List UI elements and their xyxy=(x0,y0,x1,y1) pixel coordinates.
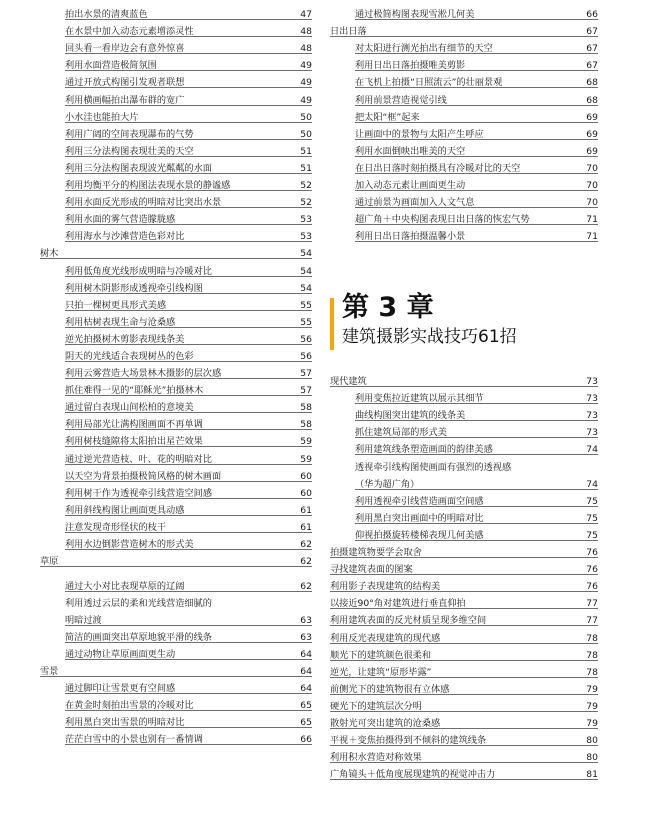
toc-entry xyxy=(40,262,312,279)
toc-entry-title: 曲线构图突出建筑的线条美 xyxy=(355,410,466,422)
toc-entry xyxy=(40,280,312,297)
toc-entry-page: 61 xyxy=(300,504,312,516)
toc-entry xyxy=(40,450,312,467)
toc-entry-title: 利用广阔的空间表现瀑布的气势 xyxy=(65,128,194,140)
toc-entry-page: 69 xyxy=(586,111,598,123)
toc-entry xyxy=(330,476,598,493)
toc-entry-page: 62 xyxy=(300,580,312,592)
toc-section-entry xyxy=(330,612,598,629)
toc-entry-title: 利用建筑线条塑造画面的韵律美感 xyxy=(355,444,493,456)
toc-entry-title: 通过前景为画面加入人文气息 xyxy=(355,197,475,209)
toc-entry-page: 48 xyxy=(300,43,312,55)
toc-entry-page: 75 xyxy=(586,512,598,524)
toc-entry-title: 前侧光下的建筑物很有立体感 xyxy=(330,683,450,695)
toc-entry-page: 58 xyxy=(300,402,312,414)
toc-entry-title: 逆光拍摄树木剪影表现线条美 xyxy=(65,333,185,345)
toc-entry-title: 散射光可突出建筑的沧桑感 xyxy=(330,717,441,729)
toc-entry-page: 74 xyxy=(586,478,598,490)
toc-entry-title: 利用积水营造对称效果 xyxy=(330,752,422,764)
toc-entry-title: 仰视拍摄旋转楼梯表现几何美感 xyxy=(355,529,484,541)
toc-entry xyxy=(40,502,312,519)
toc-entry-page: 79 xyxy=(586,683,598,695)
toc-entry-page: 59 xyxy=(300,453,312,465)
toc-entry xyxy=(40,143,312,160)
toc-entry-title: 加入动态元素让画面更生动 xyxy=(355,180,466,192)
toc-entry-page: 59 xyxy=(300,436,312,448)
toc-entry-title: 通过极简构图表现雪淞几何美 xyxy=(355,9,475,21)
toc-entry-title: 现代建筑 xyxy=(330,376,367,388)
toc-entry xyxy=(40,519,312,536)
toc-section-entry xyxy=(330,629,598,646)
toc-entry xyxy=(40,23,312,40)
toc-entry-title: 利用树木阴影形成透视牵引线构图 xyxy=(65,282,203,294)
toc-section-entry xyxy=(40,663,312,680)
toc-entry-title: 通过逆光营造枝、叶、花的明暗对比 xyxy=(65,453,212,465)
toc-entry-title: 雪景 xyxy=(40,666,59,678)
toc-entry-title: 利用日出日落拍摄唯美剪影 xyxy=(355,60,466,72)
toc-entry xyxy=(40,382,312,399)
toc-entry-page: 71 xyxy=(586,231,598,243)
toc-entry-title: 茫茫白雪中的小景也别有一番情调 xyxy=(65,734,203,746)
toc-entry xyxy=(40,57,312,74)
toc-entry-title: 利用水边倒影营造树木的形式美 xyxy=(65,539,194,550)
toc-entry xyxy=(330,74,598,91)
toc-entry-page: 48 xyxy=(300,26,312,38)
toc-entry-page: 58 xyxy=(300,419,312,431)
toc-entry xyxy=(330,126,598,143)
toc-entry-page: 76 xyxy=(586,564,598,576)
toc-section-entry xyxy=(330,544,598,561)
toc-entry-page: 66 xyxy=(300,734,312,746)
toc-entry-page: 52 xyxy=(300,180,312,192)
toc-entry-title: 拍摄建筑物要学会取舍 xyxy=(330,547,422,559)
toc-entry xyxy=(330,6,598,23)
toc-entry-title: 利用三分法构图表现波光粼粼的水面 xyxy=(65,162,212,174)
toc-entry-title: 利用前景营造视觉引线 xyxy=(355,94,447,106)
toc-section-entry xyxy=(330,681,598,698)
toc-section-entry xyxy=(330,766,598,783)
toc-entry-title: 利用云雾营造大场景林木摄影的层次感 xyxy=(65,368,222,380)
toc-entry xyxy=(330,160,598,177)
toc-entry xyxy=(40,570,312,595)
toc-section-entry xyxy=(330,749,598,766)
toc-entry-page: 80 xyxy=(586,752,598,764)
toc-entry-title: 利用影子表现建筑的结构美 xyxy=(330,581,441,593)
toc-entry xyxy=(40,6,312,23)
toc-entry-title: 拍出水景的清爽蓝色 xyxy=(65,9,148,21)
toc-entry-title: 注意发现奇形怪状的枝干 xyxy=(65,521,167,533)
toc-entry-title: 对太阳进行测光拍出有细节的天空 xyxy=(355,43,493,55)
toc-entry-title: 通过脚印让雪景更有空间感 xyxy=(65,683,176,695)
toc-entry-page: 76 xyxy=(586,581,598,593)
toc-left-column xyxy=(40,6,312,748)
toc-section-entry xyxy=(40,245,312,262)
toc-entry-page: 81 xyxy=(586,769,598,781)
toc-entry-page: 63 xyxy=(300,614,312,626)
toc-entry xyxy=(40,331,312,348)
toc-entry-page: 73 xyxy=(586,410,598,422)
toc-entry xyxy=(40,629,312,646)
toc-entry xyxy=(40,109,312,126)
toc-entry-title: 通过留白表现山间松柏的意境美 xyxy=(65,402,194,414)
toc-entry-page: 62 xyxy=(300,539,312,550)
toc-entry xyxy=(40,731,312,748)
toc-entry-title: 简洁的画面突出草原地貌平滑的线条 xyxy=(65,631,212,643)
toc-entry-title: 通过开放式构图引发观者联想 xyxy=(65,77,185,89)
toc-section-entry xyxy=(330,698,598,715)
toc-entry-page: 57 xyxy=(300,385,312,397)
toc-entry xyxy=(40,194,312,211)
toc-entry-title: 利用水面反光形成的明暗对比突出水景 xyxy=(65,197,222,209)
toc-entry-title: 利用水面的雾气营造朦胧感 xyxy=(65,214,176,226)
toc-entry xyxy=(40,126,312,143)
toc-entry-title: 利用低角度光线形成明暗与冷暖对比 xyxy=(65,265,212,277)
toc-section-entry xyxy=(40,553,312,570)
toc-entry-page: 54 xyxy=(300,248,312,260)
toc-entry-title: 抓住难得一见的“耶稣光”拍摄林木 xyxy=(65,385,204,397)
toc-entry-page: 79 xyxy=(586,717,598,729)
toc-entry-page: 47 xyxy=(300,9,312,21)
toc-entry-page: 74 xyxy=(586,444,598,456)
toc-entry xyxy=(40,399,312,416)
toc-entry-page: 57 xyxy=(300,368,312,380)
toc-entry-page: 54 xyxy=(300,265,312,277)
toc-entry xyxy=(330,527,598,544)
toc-entry xyxy=(40,595,312,612)
chapter-accent-bar xyxy=(330,298,334,350)
toc-entry-page: 79 xyxy=(586,700,598,712)
toc-entry-page: 60 xyxy=(300,470,312,482)
toc-entry xyxy=(40,714,312,731)
toc-entry-title: 利用局部光让满构图画面不再单调 xyxy=(65,419,203,431)
toc-entry-page: 66 xyxy=(586,9,598,21)
toc-entry-title: 利用水面倒映出唯美的天空 xyxy=(355,145,466,157)
toc-entry-page: 78 xyxy=(586,632,598,644)
toc-entry-page: 49 xyxy=(300,94,312,106)
toc-entry-title: 利用树干作为透视牵引线营造空间感 xyxy=(65,487,212,499)
toc-entry xyxy=(40,91,312,108)
toc-entry xyxy=(40,680,312,697)
toc-entry xyxy=(40,485,312,502)
toc-entry-title: 在水景中加入动态元素增添灵性 xyxy=(65,26,194,38)
toc-entry-title: 小水洼也能拍大片 xyxy=(65,111,139,123)
toc-entry-title: 日出日落 xyxy=(330,26,367,38)
toc-entry xyxy=(40,40,312,57)
toc-section-entry xyxy=(330,715,598,732)
toc-entry-page: 60 xyxy=(300,487,312,499)
toc-entry-title: 在飞机上拍摄“日照流云”的壮丽景观 xyxy=(355,77,503,89)
chapter-title: 建筑摄影实战技巧61招 xyxy=(342,327,517,347)
toc-entry xyxy=(330,91,598,108)
toc-entry-page: 61 xyxy=(300,521,312,533)
toc-entry-title: 利用水面营造极简氛围 xyxy=(65,60,157,72)
toc-entry xyxy=(330,40,598,57)
toc-entry-title: 顺光下的建筑颜色很柔和 xyxy=(330,649,432,661)
toc-section-entry xyxy=(330,732,598,749)
toc-entry-title: 树木 xyxy=(40,248,59,260)
toc-section-entry xyxy=(330,373,598,390)
toc-entry xyxy=(40,365,312,382)
toc-entry xyxy=(330,424,598,441)
toc-entry-title: 超广角＋中央构图表现日出日落的恢宏气势 xyxy=(355,214,530,226)
toc-entry-title: 在日出日落时刻拍摄具有冷暖对比的天空 xyxy=(355,162,521,174)
toc-entry-title: 通过动物让草原画面更生动 xyxy=(65,648,176,660)
toc-entry-page: 51 xyxy=(300,145,312,157)
toc-entry-page: 50 xyxy=(300,111,312,123)
toc-entry-page: 63 xyxy=(300,631,312,643)
toc-entry-page: 65 xyxy=(300,717,312,729)
toc-entry-page: 53 xyxy=(300,214,312,226)
toc-entry-title: 明暗过渡 xyxy=(65,614,102,626)
toc-entry-page: 70 xyxy=(586,180,598,192)
toc-entry-title: 利用枯树表现生命与沧桑感 xyxy=(65,316,176,328)
toc-entry-page: 73 xyxy=(586,427,598,439)
toc-entry xyxy=(40,177,312,194)
toc-entry-title: 硬光下的建筑层次分明 xyxy=(330,700,422,712)
toc-entry xyxy=(330,458,598,475)
toc-entry-title: 利用反光表现建筑的现代感 xyxy=(330,632,441,644)
toc-entry xyxy=(330,510,598,527)
toc-entry xyxy=(330,143,598,160)
toc-entry-title: 利用海水与沙滩营造色彩对比 xyxy=(65,231,185,243)
toc-section-entry xyxy=(330,561,598,578)
toc-entry xyxy=(40,228,312,245)
toc-entry-page: 62 xyxy=(300,556,312,568)
toc-entry-page: 64 xyxy=(300,683,312,695)
toc-entry xyxy=(40,416,312,433)
toc-entry-title: （华为超广角） xyxy=(355,478,420,490)
toc-entry-title: 利用建筑表面的反光材质呈现多维空间 xyxy=(330,615,487,627)
toc-entry xyxy=(330,390,598,407)
toc-entry xyxy=(40,433,312,450)
toc-entry-title: 在黄金时刻拍出雪景的冷暖对比 xyxy=(65,700,194,712)
toc-entry-page: 67 xyxy=(586,60,598,72)
toc-entry-title: 利用透过云层的柔和光线营造细腻的 xyxy=(65,597,212,609)
toc-entry-page: 52 xyxy=(300,197,312,209)
toc-entry-title: 平视＋变焦拍摄得到不倾斜的建筑线条 xyxy=(330,735,487,747)
toc-entry-page: 55 xyxy=(300,316,312,328)
toc-entry-title: 利用斜线构图让画面更具动感 xyxy=(65,504,185,516)
toc-entry xyxy=(40,74,312,91)
toc-entry-page: 80 xyxy=(586,735,598,747)
toc-entry-page: 64 xyxy=(300,666,312,678)
toc-section-entry xyxy=(330,578,598,595)
toc-entry-page: 75 xyxy=(586,529,598,541)
toc-entry-title: 利用变焦拉近建筑以展示其细节 xyxy=(355,393,484,405)
toc-entry xyxy=(40,536,312,553)
toc-entry-page: 54 xyxy=(300,282,312,294)
toc-entry-title: 以天空为背景拍摄极简风格的树木画面 xyxy=(65,470,222,482)
toc-entry-title: 利用树枝缝隙将太阳拍出星芒效果 xyxy=(65,436,203,448)
toc-entry-page: 78 xyxy=(586,666,598,678)
toc-entry-title: 草原 xyxy=(40,556,59,568)
toc-entry xyxy=(330,57,598,74)
toc-entry xyxy=(330,109,598,126)
toc-entry-page: 56 xyxy=(300,333,312,345)
toc-entry xyxy=(40,297,312,314)
toc-entry-page: 69 xyxy=(586,145,598,157)
toc-entry-page: 50 xyxy=(300,128,312,140)
toc-entry-title: 回头看一看岸边会有意外惊喜 xyxy=(65,43,185,55)
toc-entry-page: 65 xyxy=(300,700,312,712)
toc-entry-page: 49 xyxy=(300,60,312,72)
toc-entry-page: 71 xyxy=(586,214,598,226)
toc-right-bottom-column xyxy=(330,373,598,783)
toc-entry xyxy=(40,697,312,714)
toc-entry-title: 逆光，让建筑“原形毕露” xyxy=(330,666,432,678)
toc-entry-title: 让画面中的景物与太阳产生呼应 xyxy=(355,128,484,140)
toc-entry-page: 53 xyxy=(300,231,312,243)
toc-entry-page: 64 xyxy=(300,648,312,660)
toc-entry-page: 75 xyxy=(586,495,598,507)
toc-entry-title: 把太阳“框”起来 xyxy=(355,111,420,123)
toc-entry-title: 只拍一棵树更具形式美感 xyxy=(65,299,167,311)
toc-entry-title: 利用日出日落拍摄温馨小景 xyxy=(355,231,466,243)
toc-entry xyxy=(330,211,598,228)
toc-section-entry xyxy=(330,647,598,664)
toc-entry-title: 以接近90°角对建筑进行垂直仰拍 xyxy=(330,598,466,610)
toc-entry-title: 利用黑白突出雪景的明暗对比 xyxy=(65,717,185,729)
toc-entry-page: 70 xyxy=(586,162,598,174)
toc-entry-page: 67 xyxy=(586,26,598,38)
toc-entry-page: 68 xyxy=(586,77,598,89)
toc-entry-title: 利用横画幅拍出瀑布群的宽广 xyxy=(65,94,185,106)
toc-entry xyxy=(330,194,598,211)
toc-entry-title: 利用均衡平分的构图法表现水景的静谧感 xyxy=(65,180,231,192)
toc-entry-page: 56 xyxy=(300,350,312,362)
toc-entry xyxy=(40,314,312,331)
toc-entry-title: 透视牵引线构图使画面有强烈的透视感 xyxy=(355,461,512,473)
toc-entry-page: 68 xyxy=(586,94,598,106)
toc-entry-page: 73 xyxy=(586,376,598,388)
toc-entry xyxy=(40,348,312,365)
toc-entry-title: 广角镜头＋低角度展现建筑的视觉冲击力 xyxy=(330,769,496,781)
toc-entry xyxy=(330,177,598,194)
toc-entry xyxy=(40,211,312,228)
toc-section-entry xyxy=(330,595,598,612)
toc-entry xyxy=(40,646,312,663)
toc-entry-page: 77 xyxy=(586,615,598,627)
toc-entry xyxy=(330,407,598,424)
toc-entry-page: 70 xyxy=(586,197,598,209)
toc-entry-page: 76 xyxy=(586,547,598,559)
toc-entry-page: 78 xyxy=(586,649,598,661)
toc-right-top-column xyxy=(330,6,598,245)
toc-entry-title: 利用三分法构图表现壮美的天空 xyxy=(65,145,194,157)
toc-section-entry xyxy=(330,664,598,681)
chapter-number: 第 3 章 xyxy=(342,292,434,323)
toc-entry-title: 利用透视牵引线营造画面空间感 xyxy=(355,495,484,507)
toc-entry-page: 67 xyxy=(586,43,598,55)
toc-entry-title: 寻找建筑表面的图案 xyxy=(330,564,413,576)
toc-entry xyxy=(330,228,598,245)
toc-entry xyxy=(40,612,312,629)
toc-entry xyxy=(40,468,312,485)
chapter-heading xyxy=(330,290,598,360)
toc-entry xyxy=(40,160,312,177)
toc-entry-title: 抓住建筑局部的形式美 xyxy=(355,427,447,439)
toc-entry xyxy=(330,441,598,458)
toc-entry-page: 69 xyxy=(586,128,598,140)
toc-entry xyxy=(330,493,598,510)
toc-entry-title: 利用黑白突出画面中的明暗对比 xyxy=(355,512,484,524)
toc-entry-title: 阴天的光线适合表现树丛的色彩 xyxy=(65,350,194,362)
toc-entry-page: 49 xyxy=(300,77,312,89)
toc-entry-page: 73 xyxy=(586,393,598,405)
toc-entry-title: 通过大小对比表现草原的辽阔 xyxy=(65,580,185,592)
toc-section-entry xyxy=(330,23,598,40)
toc-entry-page: 55 xyxy=(300,299,312,311)
toc-entry-page: 51 xyxy=(300,162,312,174)
toc-entry-page: 77 xyxy=(586,598,598,610)
